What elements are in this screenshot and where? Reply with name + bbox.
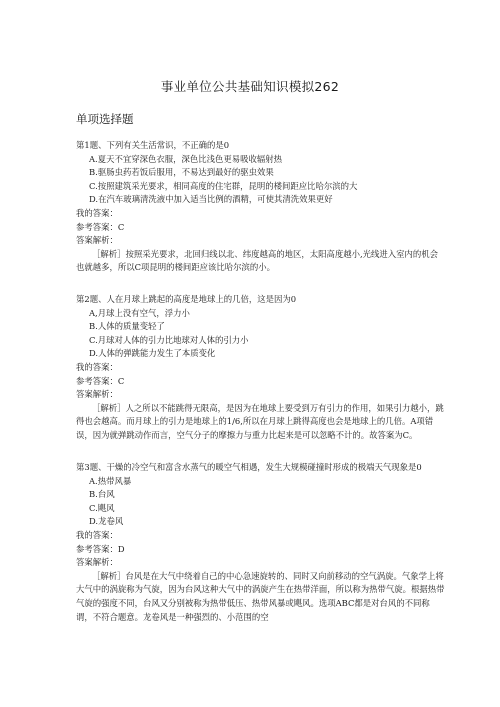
- reference-answer: [76, 375, 446, 389]
- explanation-text: ［解析］人之所以不能跳得无限高，是因为在地球上要受到万有引力的作用，如果引力越小，跳得也会越高。而月球上的引力是地球上的1/6,所以在月球上跳得高度也会是地球上的几倍。A项错误，因为就弹跳动作而言，空气分子的摩擦力与重力比起来是可以忽略不计的。故答案为C。: [76, 402, 444, 440]
- reference-answer-value: D: [117, 543, 125, 554]
- page-title: 事业单位公共基础知识模拟262: [160, 79, 340, 94]
- question-1: [76, 139, 446, 275]
- question-3: [76, 461, 446, 624]
- option-c: C.按照建筑采光要求，相同高度的住宅群，昆明的楼间距应比哈尔滨的大: [89, 180, 358, 191]
- my-answer-label: 我的答案：: [76, 361, 118, 372]
- analysis-label: 答案解析：: [76, 389, 118, 400]
- analysis-label: 答案解析：: [76, 235, 118, 246]
- option-b: B.驱肠虫药若饭后服用，不易达到最好的驱虫效果: [89, 167, 274, 178]
- reference-answer-label: 参考答案：: [76, 221, 118, 232]
- question-stem: 第3题、干燥的冷空气和富含水蒸气的暖空气相遇，发生大规模碰撞时形成的极端天气现象是0: [76, 462, 422, 472]
- reference-answer-label: 参考答案：: [76, 543, 118, 554]
- explanation-text: ［解析］按照采光要求，北回归线以北、纬度越高的地区，太阳高度越小,光线进入室内的机会也就越多，所以C项昆明的楼间距应该比哈尔滨的小。: [76, 248, 439, 273]
- option-b: B.台风: [89, 489, 115, 500]
- reference-answer-value: C: [117, 221, 125, 232]
- option-a: A.热带风暴: [89, 475, 132, 486]
- reference-answer-label: 参考答案：: [76, 375, 118, 386]
- option-c: C.月球对人体的引力比地球对人体的引力小: [89, 334, 249, 345]
- option-d: D.人体的弹跳能力发生了本质变化: [89, 348, 216, 359]
- question-stem: 第2题、人在月球上跳起的高度是地球上的几倍，这是因为0: [76, 294, 297, 304]
- option-b: B.人体的质量变轻了: [89, 321, 165, 332]
- analysis-label: 答案解析：: [76, 557, 118, 568]
- my-answer-label: 我的答案：: [76, 207, 118, 218]
- explanation-text: ［解析］台风是在大气中绕着自己的中心急速旋转的、同时又向前移动的空气涡旋。气象学上将大气中的涡旋称为气旋，因为台风这种大气中的涡旋产生在热带洋面，所以称为热带气旋。根据热带气旋的强度不同，台风又分别被称为热带低压、热带风暴或飓风。选项ABC都是对台风的不同称谓，不符合题意。龙卷风是一种强烈的、小范围的空: [76, 570, 445, 622]
- option-d: D.在汽车玻璃清洗液中加入适当比例的酒精，可使其清洗效果更好: [89, 194, 333, 205]
- question-2: [76, 293, 446, 443]
- reference-answer-value: C: [117, 375, 125, 386]
- reference-answer: [76, 221, 446, 235]
- section-heading: 单项选择题: [76, 112, 134, 126]
- option-c: C.飓风: [89, 502, 115, 513]
- option-a: A.夏天不宜穿深色衣服，深色比浅色更易吸收辐射热: [89, 153, 282, 164]
- my-answer-label: 我的答案：: [76, 529, 118, 540]
- question-stem: 第1题、下列有关生活常识，不正确的是0: [76, 140, 230, 150]
- option-d: D.龙卷风: [89, 516, 124, 527]
- reference-answer: [76, 543, 446, 557]
- option-a: A,月球上没有空气，浮力小: [89, 307, 190, 318]
